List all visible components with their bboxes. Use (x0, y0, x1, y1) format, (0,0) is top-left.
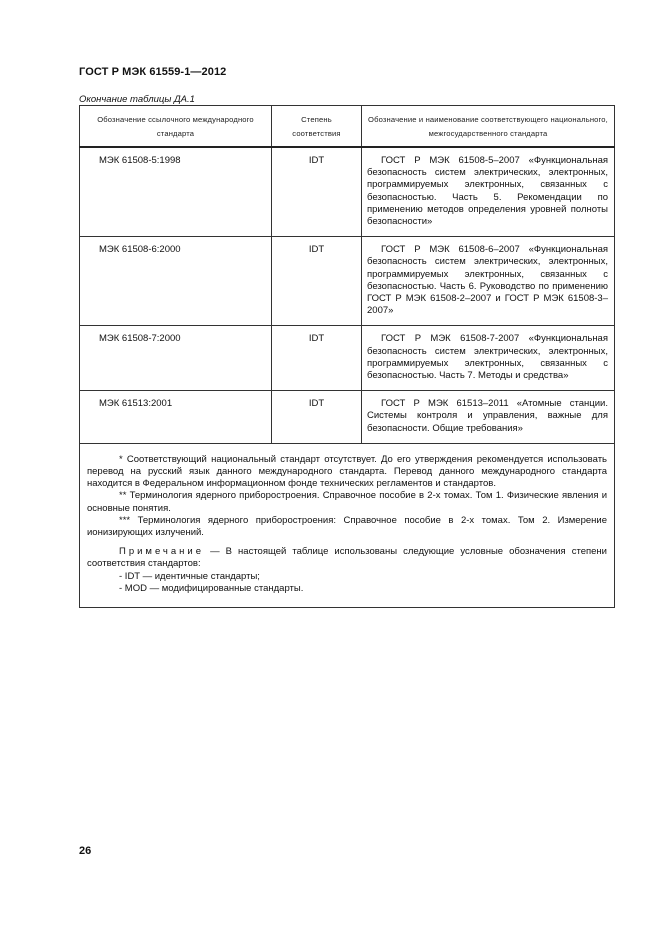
reference-standard-code: МЭК 61513:2001 (80, 391, 272, 444)
note-label: Примечание (119, 546, 204, 558)
footnote-3: *** Терминология ядерного приборостроения: Справочное пособие в 2-х томах. Том 2. Измерение ионизирующих излучений. (87, 514, 607, 539)
table-header-row (80, 106, 615, 148)
degree-of-correspondence: IDT (272, 326, 362, 391)
page-number: 26 (79, 845, 92, 857)
reference-standard-code: МЭК 61508-7:2000 (80, 326, 272, 391)
table-note (87, 546, 607, 570)
column-header-reference-standard: Обозначение ссылочного международного стандарта (80, 106, 272, 148)
reference-standard-code: МЭК 61508-5:1998 (80, 147, 272, 237)
table-row (80, 326, 615, 391)
table-caption: Окончание таблицы ДА.1 (79, 94, 195, 105)
standards-table (79, 105, 615, 608)
national-standard-title: ГОСТ Р МЭК 61508-7-2007 «Функциональная безопасность систем электрических, электронных, программируемых электронных, связанных с безопасностью. Часть 7. Методы и средства» (362, 326, 615, 391)
note-item-idt: - IDT — идентичные стандарты; (119, 570, 260, 582)
table-row (80, 391, 615, 444)
table-row (80, 237, 615, 326)
degree-of-correspondence: IDT (272, 391, 362, 444)
notes-row (80, 443, 615, 607)
note-item-mod: - MOD — модифицированные стандарты. (119, 582, 304, 594)
national-standard-title: ГОСТ Р МЭК 61508-6–2007 «Функциональная безопасность систем электрических, электронных, программируемых электронных, связанных с безопасностью. Часть 6. Руководство по применению ГОСТ Р МЭК 61508-2–2007 и ГОСТ Р МЭК 61508-3–2007» (362, 237, 615, 326)
reference-standard-code: МЭК 61508-6:2000 (80, 237, 272, 326)
national-standard-title: ГОСТ Р МЭК 61513–2011 «Атомные станции. Системы контроля и управления, важные для безопасности. Общие требования» (362, 391, 615, 444)
document-header: ГОСТ Р МЭК 61559-1—2012 (79, 66, 227, 78)
column-header-national-standard: Обозначение и наименование соответствующего национального, межгосударственного стандарта (362, 106, 615, 148)
footnote-2: ** Терминология ядерного приборостроения. Справочное пособие в 2-х томах. Том 1. Физические явления и основные понятия. (87, 490, 607, 514)
column-header-degree: Степень соответствия (272, 106, 362, 148)
degree-of-correspondence: IDT (272, 147, 362, 237)
note-text: — В настоящей таблице использованы следующие условные обозначения степени соответствия стандартов: (87, 546, 607, 570)
table-row (80, 147, 615, 237)
degree-of-correspondence: IDT (272, 237, 362, 326)
footnote-1: * Соответствующий национальный стандарт отсутствует. До его утверждения рекомендуется использовать перевод на русский язык данного международного стандарта. Перевод данного международного стандарта находится в Федеральном информационном фонде технических регламентов и стандартов. (87, 453, 607, 490)
notes-cell (80, 443, 615, 607)
national-standard-title: ГОСТ Р МЭК 61508-5–2007 «Функциональная безопасность систем электрических, электронных, программируемых электронных, связанных с безопасностью. Часть 5. Рекомендации по применению методов определения уровней полноты безопасности» (362, 147, 615, 237)
